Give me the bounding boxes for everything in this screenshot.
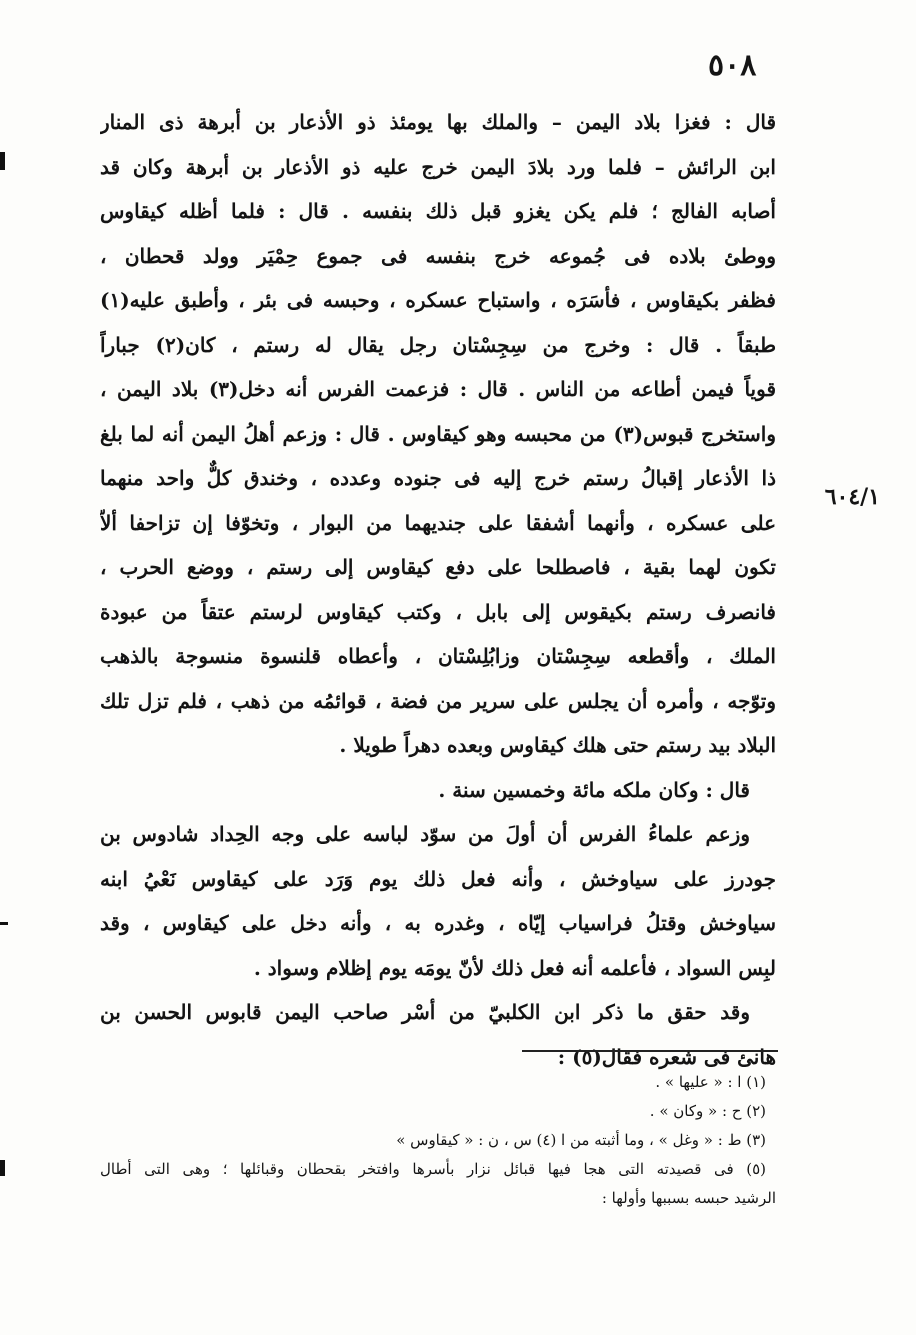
text-line: وقد حقق ما ذكر ابن الكلبيّ من أسْر صاحب اليمن قابوس الحسن بن bbox=[100, 1000, 750, 1024]
text-line: أصابه الفالج ؛ فلم يكن يغزو قبل ذلك بنفسه . قال : فلما أظله كيقاوس bbox=[100, 199, 776, 223]
footnote: (٢) ح : « وكان » . bbox=[649, 1102, 766, 1120]
text-line: طبقاً . قال : وخرج من سِجِسْتان رجل يقال له رستم ، كان(٢) جباراً bbox=[100, 332, 776, 357]
scan-edge-mark bbox=[0, 152, 5, 170]
text-line: سياوخش وقتلُ فراسياب إيّاه ، وغدره به ، وأنه دخل على كيقاوس ، وقد bbox=[100, 911, 776, 935]
text-line: ذا الأذعار إقبالُ رستم خرج إليه فى جنوده وعدده ، وخندق كلٌّ واحد منهما bbox=[100, 466, 776, 490]
text-line: قال : وكان ملكه مائة وخمسين سنة . bbox=[438, 777, 750, 802]
text-line: قوياً فيمن أطاعه من الناس . قال : فزعمت الفرس أنه دخل(٣) بلاد اليمن ، bbox=[100, 377, 776, 401]
footnote: (١) ا : « عليها » . bbox=[655, 1073, 766, 1091]
text-line: فانصرف رستم بكيقوس إلى بابل ، وكتب كيقاوس لرستم عتقاً من عبودة bbox=[100, 599, 776, 624]
footnote: (٣) ط : « وغل » ، وما أثبته من ا (٤) س ، ن : « كيقاوس » bbox=[396, 1131, 766, 1149]
text-line: ابن الرائش – فلما ورد بلادَ اليمن خرج عليه ذو الأذعار بن أبرهة وكان قد bbox=[100, 154, 776, 179]
text-line: ووطئ بلاده فى جُموعه خرج بنفسه فى جموع حِمْيَر وولد قحطان ، bbox=[100, 243, 776, 268]
footnote: (٥) فى قصيدته التى هجا فيها قبائل نزار بأسرها وافتخر بقحطان وقبائلها ؛ وهى التى أطال bbox=[100, 1160, 766, 1178]
text-line: فظفر بكيقاوس ، فأسَرَه ، واستباح عسكره ، وحبسه فى بئر ، وأطبق عليه(١) bbox=[100, 288, 776, 312]
footnotes bbox=[100, 1068, 776, 1213]
text-line: لبِس السواد ، فأعلمه أنه فعل ذلك لأنّ يومَه يوم إظلام وسواد . bbox=[253, 955, 776, 980]
text-line: جودرز على سياوخش ، وأنه فعل ذلك يوم وَرَد على كيقاوس نَعْيُ ابنه bbox=[100, 866, 776, 891]
footnote-continuation: الرشيد حبسه بسببها وأولها : bbox=[601, 1189, 776, 1207]
text-line: تكون لهما بقية ، فاصطلحا على دفع كيقاوس إلى رستم ، ووضع الحرب ، bbox=[100, 555, 776, 579]
text-line: هانئ فى شعره فقال(٥) : bbox=[557, 1044, 776, 1069]
footnote-separator bbox=[522, 1050, 778, 1052]
text-line: واستخرج قبوس(٣) من محبسه وهو كيقاوس . قال : وزعم أهلُ اليمن أنه لما بلغ bbox=[100, 421, 776, 446]
scan-edge-mark bbox=[0, 1160, 5, 1176]
text-line: قال : فغزا بلاد اليمن – والملك بها يومئذ ذو الأذعار بن أبرهة ذى المنار bbox=[100, 110, 776, 134]
text-line: وتوّجه ، وأمره أن يجلس على سرير من فضة ، قوائمُه من ذهب ، فلم تزل تلك bbox=[100, 688, 776, 713]
text-line: على عسكره ، وأنهما أشفقا على جنديهما من البوار ، وتخوّفا إن تزاحفا ألاّ bbox=[100, 510, 776, 535]
text-line: البلاد بيد رستم حتى هلك كيقاوس وبعده دهراً طويلا . bbox=[339, 733, 776, 757]
margin-reference: ٦٠٤/١ bbox=[824, 484, 880, 510]
page-number: ٥٠٨ bbox=[708, 48, 757, 83]
text-line: وزعم علماءُ الفرس أن أولَ من سوّد لباسه على وجه الحِداد شادوس بن bbox=[100, 822, 750, 846]
text-line: الملك ، وأقطعه سِجِسْتان وزابُلِسْتان ، وأعطاه قلنسوة منسوجة بالذهب bbox=[100, 644, 776, 668]
main-text bbox=[100, 100, 776, 1079]
scan-edge-mark bbox=[0, 922, 8, 925]
